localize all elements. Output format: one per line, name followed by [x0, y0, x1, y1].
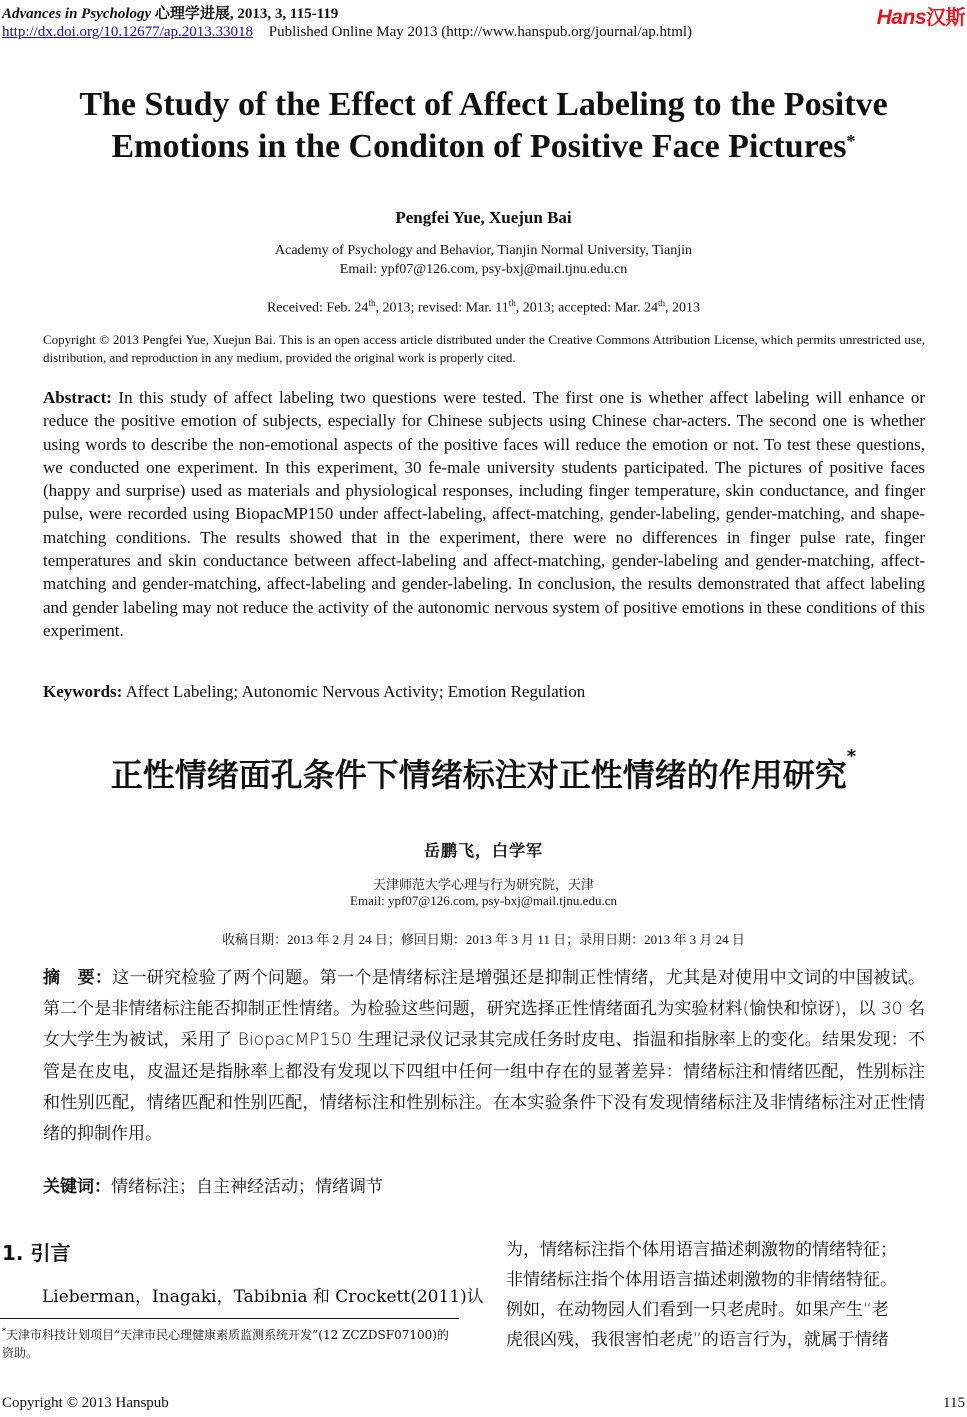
logo-latin: Hans — [876, 6, 926, 29]
email-en: Email: ypf07@126.com, psy-bxj@mail.tjnu.edu.cn — [339, 262, 628, 277]
received-dates-en — [0, 298, 967, 317]
ordinal-suffix: th — [368, 298, 376, 308]
copyright-notice: Copyright © 2013 Pengfei Yue, Xuejun Bai. This is an open access article distributed under the Creative Commons Attribution License, which permits unrestricted use, distribution, and reproduction in any medium, provided the original work is properly cited. — [43, 332, 925, 365]
abstract-text: In this study of affect labeling two questions were tested. The first one is whether affect labeling will enhance or reduce the positive emotion of subjects, especially for Chinese subjects using Chinese char-acters. The second one is whether using words to describe the non-emotional aspects of the positive faces will reduce the emotion or not. To test these questions, we conducted one experiment. In this experiment, 30 fe-male university students participated. The pictures of positive faces (happy and surprise) used as materials and physiological responses, including finger temperature, skin conductance, and finger pulse, were recorded using BiopacMP150 under affect-labeling, affect-matching, gender-labeling, gender-matching, and shape-matching conditions. The results showed that in the experiment, there were no differences in finger pulse rate, finger temperatures and skin conductance between affect-labeling and affect-matching, gender-labeling and gender-matching, affect-matching and gender-matching, affect-labeling and gender-labeling. In conclusion, the results demonstrated that affect labeling and gender labeling may not reduce the activity of the autonomic nervous system of positive emotions in these conditions of this experiment. — [43, 388, 925, 640]
title-cn-footnote-mark: * — [846, 746, 857, 767]
title-line-1: The Study of the Effect of Affect Labeling to the Positve — [79, 86, 888, 123]
right-column-line: 虎很凶残，我很害怕老虎”的语言行为，就属于情绪 — [506, 1330, 889, 1350]
journal-header — [2, 2, 338, 23]
accepted-part: , 2013; accepted: Mar. 24 — [515, 300, 659, 316]
ordinal-suffix: th — [508, 298, 516, 308]
authors-cn: 岳鹏飞，白学军 — [423, 841, 543, 860]
email-cn: Email: ypf07@126.com, psy-bxj@mail.tjnu.edu.cn — [350, 893, 617, 908]
right-column-line: 非情绪标注指个体用语言描述刺激物的非情绪特征。 — [506, 1270, 897, 1290]
journal-name: Advances in Psychology — [2, 6, 152, 22]
ordinal-suffix: th — [658, 298, 666, 308]
keywords-en — [43, 682, 585, 702]
right-column-line: 为，情绪标注指个体用语言描述刺激物的情绪特征； — [506, 1240, 897, 1260]
journal-issue: , 2013, 3, 115-119 — [229, 6, 339, 22]
left-column-text: Lieberman，Inagaki，Tabibnia 和 Crockett(2011)认 — [42, 1287, 484, 1307]
revised-part: , 2013; revised: Mar. 11 — [375, 300, 509, 316]
title-cn-text: 正性情绪面孔条件下情绪标注对正性情绪的作用研究 — [110, 756, 847, 794]
keywords-cn-text: 情绪标注；自主神经活动；情绪调节 — [111, 1177, 383, 1197]
hans-logo — [877, 1, 965, 30]
section-heading-introduction: 1. 引言 — [2, 1241, 71, 1265]
keywords-text: Affect Labeling; Autonomic Nervous Activity; Emotion Regulation — [125, 682, 586, 701]
abstract-cn-label: 摘 要： — [43, 968, 113, 988]
received-dates-cn: 收稿日期：2013 年 2 月 24 日；修回日期：2013 年 3 月 11 日；录用日期：2013 年 3 月 24 日 — [222, 932, 745, 947]
right-column-line: 例如，在动物园人们看到一只老虎时。如果产生“老 — [506, 1300, 889, 1320]
footer-copyright: Copyright © 2013 Hanspub — [2, 1395, 169, 1411]
paper-title-en — [30, 84, 937, 168]
paper-title-cn — [0, 746, 967, 796]
affiliation-cn: 天津师范大学心理与行为研究院，天津 — [372, 877, 594, 892]
authors-en: Pengfei Yue, Xuejun Bai — [395, 208, 572, 227]
page-number: 115 — [943, 1395, 965, 1411]
funding-footnote — [2, 1323, 460, 1362]
abstract-label: Abstract: — [43, 388, 112, 407]
received-part: Received: Feb. 24 — [266, 300, 369, 316]
footnote-divider — [0, 1318, 459, 1319]
keywords-label: Keywords: — [43, 682, 123, 701]
accepted-year: , 2013 — [665, 300, 701, 316]
published-online: Published Online May 2013 (http://www.hanspub.org/journal/ap.html) — [268, 24, 693, 40]
abstract-en — [43, 386, 925, 642]
affiliation-en: Academy of Psychology and Behavior, Tianjin Normal University, Tianjin — [275, 243, 692, 258]
journal-name-cn: 心理学进展 — [154, 6, 230, 22]
keywords-cn-label: 关键词： — [43, 1177, 111, 1197]
title-footnote-mark: * — [846, 131, 856, 151]
logo-cjk: 汉斯 — [926, 7, 965, 29]
abstract-cn-text: 这一研究检验了两个问题。第一个是情绪标注是增强还是抑制正性情绪，尤其是对使用中文词的中国被试。第二个是非情绪标注能否抑制正性情绪。为检验这些问题，研究选择正性情绪面孔为实验材料(愉快和惊讶)，以 30 名女大学生为被试，采用了 BiopacMP150 生理记录仪记录其完成任务时皮电、指温和指脉率上的变化。结果发现：不管是在皮电，皮温还是指脉率上都没有发现以下四组中任何一组中存在的显著差异：情绪标注和情绪匹配，性别标注和性别匹配，情绪匹配和性别匹配，情绪标注和性别标注。在本实验条件下没有发现情绪标注及非情绪标注对正性情绪的抑制作用。 — [43, 968, 926, 1145]
title-line-2: Emotions in the Conditon of Positive Face Pictures — [111, 128, 847, 165]
footnote-text: 天津市科技计划项目“天津市民心理健康素质监测系统开发”(12 ZCZDSF07100)的资助。 — [2, 1328, 449, 1360]
abstract-cn — [43, 963, 925, 1150]
keywords-cn — [43, 1172, 383, 1197]
doi-line — [2, 24, 692, 41]
doi-link[interactable]: http://dx.doi.org/10.12677/ap.2013.33018 — [2, 24, 253, 40]
footnote-mark: * — [2, 1327, 6, 1336]
right-column — [506, 1235, 966, 1355]
